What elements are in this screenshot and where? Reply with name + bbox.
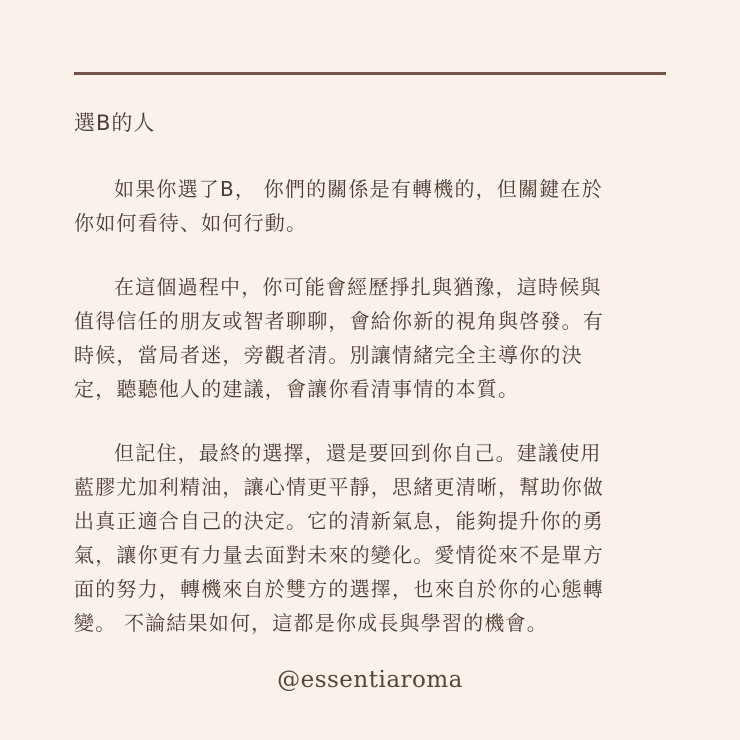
paragraph-line <box>74 436 668 470</box>
paragraph-line-text: 但記住，最終的選擇，還是要回到你自己。建議使用 <box>114 441 602 465</box>
top-divider <box>74 72 666 75</box>
paragraph-line <box>74 172 668 206</box>
paragraph-line: 出真正適合自己的決定。它的清新氣息，能夠提升你的勇 <box>74 509 604 533</box>
paragraph-line: 藍膠尤加利精油，讓心情更平靜，思緒更清晰，幫助你做 <box>74 475 604 499</box>
paragraph-line: 面的努力，轉機來自於雙方的選擇，也來自於你的心態轉 <box>74 577 604 601</box>
paragraph-line: 值得信任的朋友或智者聊聊，會給你新的視角與啓發。有 <box>74 309 604 333</box>
paragraph-line: 定，聽聽他人的建議，會讓你看清事情的本質。 <box>74 377 520 401</box>
paragraph-1 <box>74 172 668 240</box>
paragraph-line: 氣，讓你更有力量去面對未來的變化。愛情從來不是單方 <box>74 543 604 567</box>
footer-handle: @essentiaroma <box>277 667 463 693</box>
paragraph-line: 變。 不論結果如何，這都是你成長與學習的機會。 <box>74 611 548 635</box>
paragraph-line <box>74 270 668 304</box>
paragraph-line-text: 在這個過程中，你可能會經歷掙扎與猶豫，這時候與 <box>114 275 602 299</box>
section-title: 選B的人 <box>74 111 156 135</box>
paragraph-2 <box>74 270 668 406</box>
paragraph-line: 時候，當局者迷，旁觀者清。別讓情緒完全主導你的決 <box>74 343 583 367</box>
paragraph-line-text: 如果你選了B， 你們的關係是有轉機的，但關鍵在於 <box>114 177 603 201</box>
paragraph-line: 你如何看待、如何行動。 <box>74 211 308 235</box>
paragraph-3 <box>74 436 668 640</box>
